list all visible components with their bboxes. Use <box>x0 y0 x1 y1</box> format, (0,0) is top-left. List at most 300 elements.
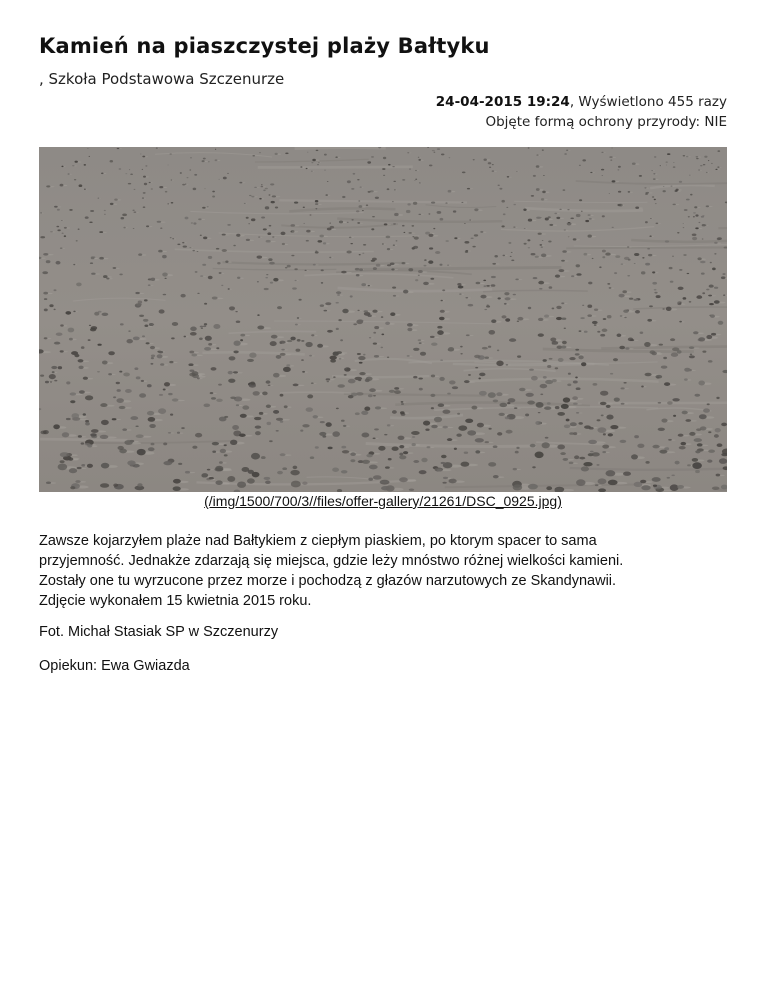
stone <box>130 440 135 442</box>
stone <box>552 307 555 309</box>
stone <box>433 228 435 229</box>
stone <box>215 159 218 161</box>
stone <box>315 200 318 202</box>
stone <box>708 295 712 297</box>
stone <box>556 217 560 219</box>
stone <box>431 425 438 429</box>
stone <box>572 396 578 400</box>
stone <box>635 206 639 208</box>
stone <box>254 187 257 188</box>
stone <box>157 354 163 358</box>
stone <box>513 227 515 228</box>
sand-ripple <box>598 402 727 403</box>
stone <box>437 330 444 335</box>
stone <box>296 349 301 352</box>
stone <box>158 408 166 414</box>
stone <box>442 410 450 414</box>
stone <box>573 381 578 384</box>
stone <box>445 240 448 242</box>
stone <box>264 288 269 290</box>
stone <box>612 227 614 228</box>
stone <box>427 446 431 448</box>
stone <box>409 169 411 170</box>
stone <box>285 267 288 268</box>
stone <box>116 398 123 403</box>
stone <box>697 257 701 260</box>
stone <box>51 366 57 369</box>
stone <box>203 325 206 327</box>
stone <box>387 356 389 358</box>
stone <box>359 362 363 364</box>
stone <box>431 374 435 377</box>
stone <box>165 191 168 193</box>
stone <box>448 479 456 484</box>
stone <box>372 216 375 217</box>
stone <box>693 212 696 213</box>
stone <box>219 461 223 464</box>
stone <box>347 180 351 183</box>
stone <box>536 188 540 191</box>
stone <box>43 253 48 256</box>
stone <box>603 433 606 435</box>
stone <box>270 341 277 346</box>
stone <box>719 458 727 464</box>
stone <box>315 208 317 209</box>
stone <box>439 317 445 320</box>
stone <box>312 159 316 161</box>
stone <box>564 153 567 155</box>
stone <box>443 477 448 479</box>
stone <box>72 413 80 419</box>
stone <box>212 296 218 299</box>
stone <box>177 432 180 434</box>
stone <box>58 464 68 471</box>
stone <box>190 327 197 332</box>
stone <box>316 150 319 151</box>
stone <box>344 374 347 376</box>
stone <box>517 317 523 321</box>
stone <box>652 196 654 197</box>
stone <box>652 477 661 482</box>
stone <box>361 283 366 286</box>
stone <box>666 307 672 311</box>
stone <box>399 477 408 482</box>
stone <box>193 188 197 191</box>
stone <box>60 247 63 249</box>
stone <box>698 170 700 171</box>
stone <box>531 195 534 197</box>
stone <box>464 241 469 244</box>
stone <box>44 337 48 339</box>
stone <box>498 297 501 299</box>
stone <box>222 249 227 252</box>
stone <box>287 265 291 268</box>
stone <box>171 202 174 204</box>
stone <box>689 175 690 176</box>
stone <box>54 206 58 208</box>
stone <box>355 268 360 271</box>
stone <box>460 346 463 348</box>
stone <box>386 236 391 239</box>
stone <box>672 398 679 401</box>
stone <box>571 275 574 277</box>
stone <box>283 367 291 372</box>
stone <box>509 338 516 342</box>
stone <box>108 373 112 375</box>
stone <box>362 460 370 464</box>
stone <box>269 440 273 442</box>
stone <box>102 360 108 364</box>
stone <box>341 470 348 473</box>
stone <box>164 382 170 386</box>
stone <box>66 381 70 384</box>
stone <box>327 330 333 333</box>
stone <box>695 227 699 229</box>
stone <box>550 338 556 342</box>
stone <box>679 321 682 323</box>
stone <box>97 371 100 372</box>
stone <box>394 387 399 390</box>
stone <box>541 246 543 248</box>
stone <box>54 342 60 345</box>
stone <box>255 431 261 435</box>
stone <box>317 344 323 348</box>
stone <box>542 191 546 194</box>
stone <box>702 215 704 217</box>
stone <box>611 148 612 149</box>
stone <box>468 304 474 307</box>
stone <box>373 343 377 345</box>
stone <box>430 278 434 280</box>
stone <box>506 430 513 434</box>
stone <box>246 217 249 219</box>
stone <box>103 275 107 278</box>
stone <box>77 467 82 469</box>
stone <box>134 367 138 370</box>
stone <box>634 435 639 438</box>
stone <box>654 199 656 200</box>
stone <box>471 406 477 410</box>
stone <box>603 318 607 320</box>
stone <box>83 377 88 380</box>
stone <box>191 222 193 224</box>
stone <box>366 205 368 206</box>
stone <box>706 172 708 173</box>
stone <box>652 445 659 449</box>
stone <box>40 212 42 213</box>
stone <box>677 350 682 354</box>
stone <box>137 449 146 455</box>
stone <box>614 272 617 274</box>
stone <box>242 405 249 409</box>
stone <box>587 305 592 308</box>
stone <box>715 428 721 433</box>
stone <box>217 262 220 264</box>
stone <box>507 176 510 178</box>
image-link[interactable]: (/img/1500/700/3//files/offer-gallery/21261/DSC_0925.jpg) <box>204 493 562 509</box>
stone <box>396 240 398 241</box>
stone <box>173 486 181 491</box>
stone <box>130 173 133 175</box>
stone <box>101 420 109 425</box>
stone <box>544 406 551 410</box>
stone <box>608 433 613 436</box>
stone <box>169 153 171 154</box>
stone <box>467 188 470 190</box>
stone <box>515 279 518 281</box>
stone <box>671 353 678 357</box>
stone <box>496 361 503 367</box>
stone <box>693 331 698 334</box>
stone <box>456 434 461 437</box>
stone <box>340 339 343 341</box>
stone <box>432 150 435 151</box>
stone <box>594 309 598 311</box>
stone <box>357 319 364 322</box>
stone <box>549 358 553 360</box>
stone <box>325 194 328 195</box>
stone <box>685 419 691 422</box>
stone <box>204 323 207 325</box>
stone <box>138 301 142 304</box>
stone <box>645 461 649 464</box>
stone <box>402 225 405 227</box>
stone <box>402 262 406 264</box>
stone <box>640 480 646 483</box>
stone <box>655 223 658 224</box>
stone <box>654 156 656 157</box>
stone <box>542 149 544 150</box>
stone <box>399 445 404 448</box>
stone <box>715 169 717 170</box>
stone <box>275 207 278 209</box>
stone <box>101 172 104 174</box>
guardian: Opiekun: Ewa Gwiazda <box>39 658 190 674</box>
stone <box>201 327 203 329</box>
stone <box>392 166 395 167</box>
stone <box>362 210 364 211</box>
stone <box>435 251 440 254</box>
stone <box>61 166 63 168</box>
stone <box>413 202 417 205</box>
stone <box>163 294 167 296</box>
stone <box>401 403 404 405</box>
stone <box>418 270 423 273</box>
stone <box>588 235 592 238</box>
stone <box>89 325 91 326</box>
stone <box>618 191 621 193</box>
stone <box>513 468 517 470</box>
stone <box>385 466 390 468</box>
stone <box>258 237 260 238</box>
stone <box>167 165 168 166</box>
stone <box>182 184 185 186</box>
stone <box>84 164 87 166</box>
stone <box>717 166 719 167</box>
stone <box>570 422 577 426</box>
stone <box>595 484 598 486</box>
stone <box>143 192 146 194</box>
stone <box>634 253 639 256</box>
stone <box>142 156 145 158</box>
stone <box>437 148 440 150</box>
stone <box>100 403 107 407</box>
stone <box>702 350 706 352</box>
stone <box>178 463 182 465</box>
stone <box>203 158 206 160</box>
stone <box>207 206 209 207</box>
stone <box>476 282 481 285</box>
stone <box>202 264 206 266</box>
stone <box>64 235 66 237</box>
stone <box>641 386 644 388</box>
stone <box>353 173 356 175</box>
stone <box>392 287 396 289</box>
stone <box>640 332 644 334</box>
stone <box>326 378 331 380</box>
stone <box>681 442 687 446</box>
stone <box>709 285 714 288</box>
stone <box>119 168 122 169</box>
stone <box>557 412 565 416</box>
stone <box>189 169 191 170</box>
stone <box>653 178 656 180</box>
stone <box>655 203 657 204</box>
stone <box>353 323 357 325</box>
stone <box>677 302 680 303</box>
stone <box>305 342 312 347</box>
article-views: , Wyświetlono 455 razy <box>569 94 727 110</box>
stone <box>683 155 686 156</box>
stone <box>519 388 526 392</box>
stone <box>628 259 631 261</box>
stone <box>291 481 301 488</box>
stone <box>682 411 688 415</box>
stone <box>224 444 227 446</box>
stone <box>631 454 638 459</box>
stone <box>701 272 705 274</box>
stone <box>489 167 491 168</box>
stone <box>110 160 114 163</box>
stone <box>621 387 625 389</box>
stone <box>184 336 187 338</box>
stone <box>357 222 360 223</box>
stone <box>229 356 236 360</box>
stone <box>412 436 415 438</box>
stone <box>233 350 238 353</box>
stone <box>374 326 379 329</box>
stone <box>237 277 240 279</box>
stone <box>158 351 163 353</box>
stone <box>297 317 299 319</box>
stone <box>442 426 448 429</box>
stone <box>180 172 182 173</box>
stone <box>134 189 136 190</box>
stone <box>49 374 56 379</box>
stone <box>65 311 71 315</box>
stone <box>208 343 212 346</box>
stone <box>621 403 625 405</box>
stone <box>327 228 332 231</box>
stone <box>164 278 166 279</box>
stone <box>617 204 621 206</box>
stone <box>189 247 191 248</box>
stone <box>641 485 650 490</box>
stone <box>499 413 505 416</box>
stone <box>375 406 381 409</box>
stone <box>122 428 127 431</box>
body-line: Zawsze kojarzyłem plaże nad Bałtykiem z ciepłym piaskiem, po ktorym spacer to sama <box>39 533 597 549</box>
stone <box>359 205 363 208</box>
stone <box>508 242 511 244</box>
stone <box>418 214 421 215</box>
stone <box>73 264 75 265</box>
stone <box>399 453 403 456</box>
stone <box>695 470 700 473</box>
stone <box>699 414 707 419</box>
stone <box>601 169 604 171</box>
stone <box>619 294 625 298</box>
stone <box>277 471 283 475</box>
stone <box>619 346 625 350</box>
stone <box>554 213 557 215</box>
stone <box>441 300 443 302</box>
stone <box>364 310 368 312</box>
stone <box>445 202 447 203</box>
stone <box>431 343 437 346</box>
stone <box>358 200 360 201</box>
stone <box>525 413 529 416</box>
stone <box>708 450 715 453</box>
stone <box>310 215 312 216</box>
stone <box>694 438 702 442</box>
stone <box>54 289 57 291</box>
stone <box>182 242 184 244</box>
stone <box>117 148 120 149</box>
stone <box>645 221 648 223</box>
stone <box>661 365 668 368</box>
stone <box>702 224 706 226</box>
stone <box>562 341 567 345</box>
stone <box>251 196 254 198</box>
stone <box>159 394 163 396</box>
stone <box>361 432 369 437</box>
stone <box>695 394 701 397</box>
stone <box>431 202 435 204</box>
stone <box>267 232 271 235</box>
stone <box>130 416 138 420</box>
stone <box>440 264 443 266</box>
stone <box>535 421 541 425</box>
stone <box>227 173 229 174</box>
stone <box>350 452 356 456</box>
stone <box>76 282 82 286</box>
stone <box>138 253 142 256</box>
stone <box>502 315 507 318</box>
stone <box>704 156 707 158</box>
stone <box>228 371 233 374</box>
stone <box>576 387 581 390</box>
stone <box>309 355 312 357</box>
stone <box>498 185 500 186</box>
stone <box>129 169 130 170</box>
stone <box>171 337 175 339</box>
stone <box>557 445 565 450</box>
stone <box>600 334 605 337</box>
stone <box>673 415 676 417</box>
stone <box>536 402 544 408</box>
stone <box>669 267 673 269</box>
